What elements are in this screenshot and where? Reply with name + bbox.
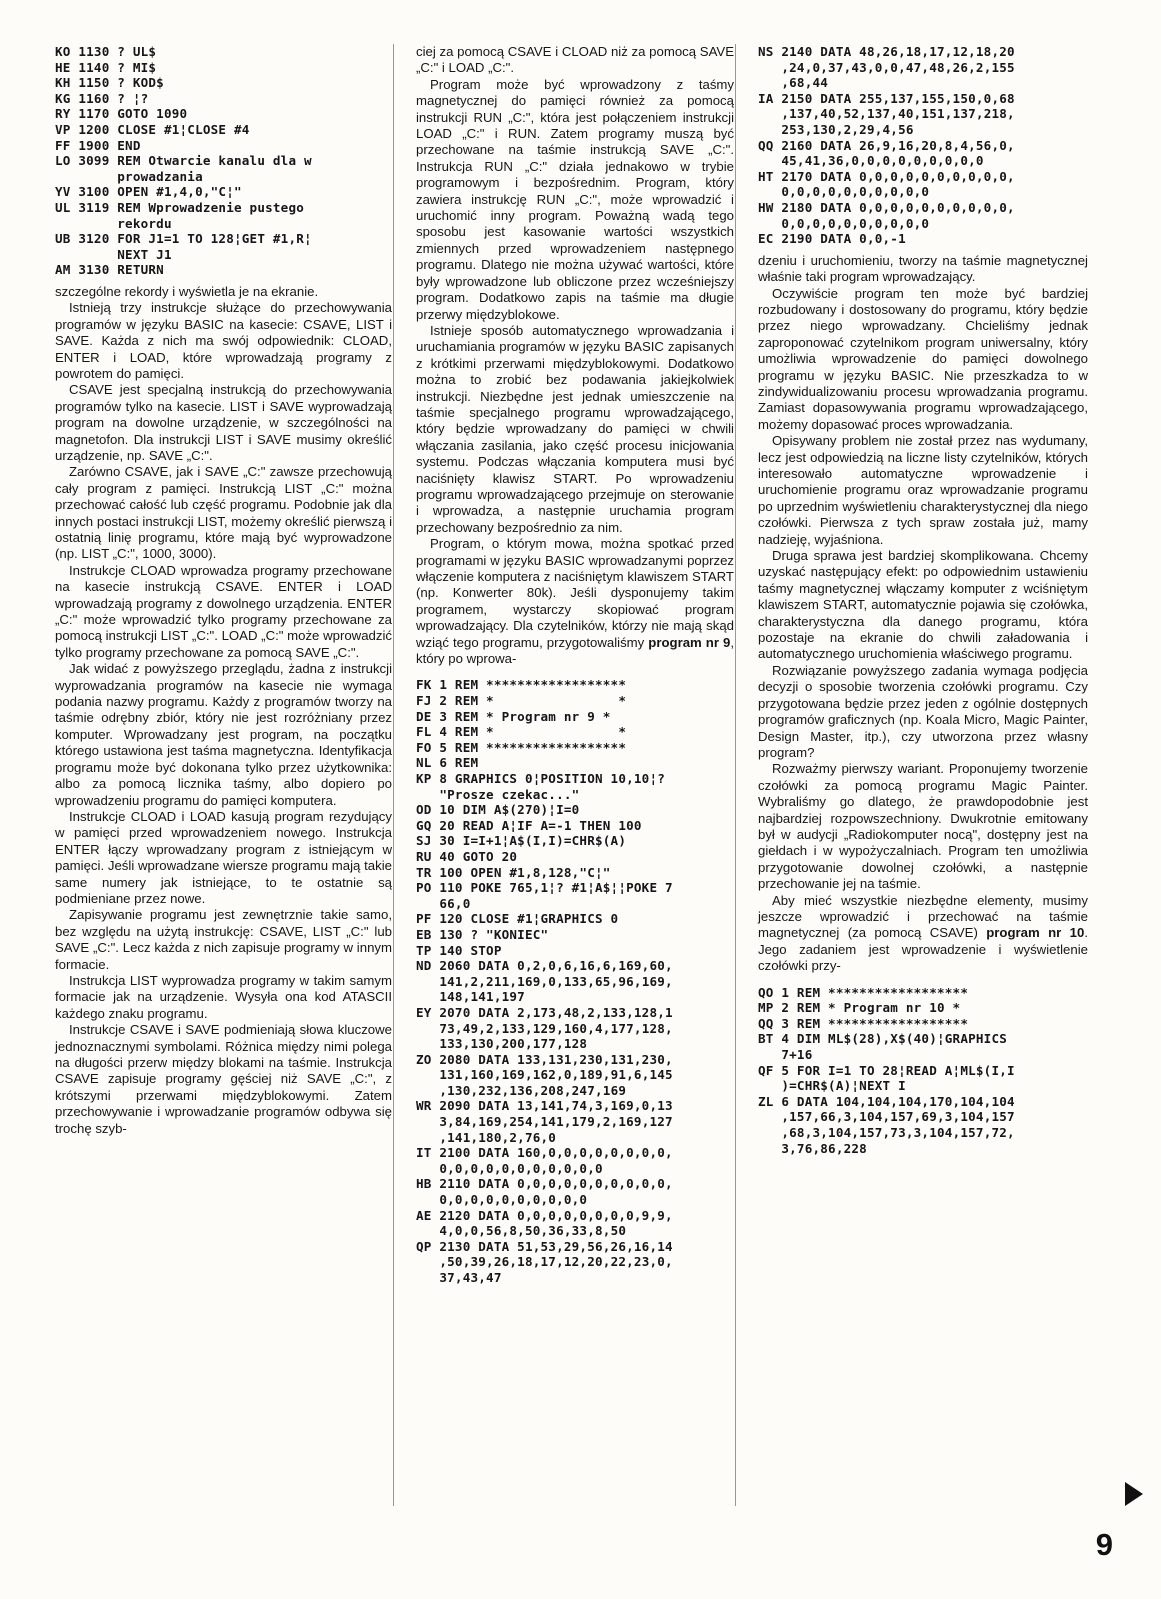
code-line: rekordu (55, 215, 172, 231)
paragraph: Oczywiście program ten może być bardziej rozbudowany i dostosowany do programu, który będzie przez niego wprowadzany. Chcieliśmy jednak zaproponować czytelnikom program uniwersalny, który umożliwia wprowadzenie do pamięci dowolnego programu w języku BASIC. Nie przeszkadza to w zindywidualizowaniu procesu wprowadzania programu. Zamiast dopasowywania programu wprowadzającego, możemy dopasować proces wprowadzania. (758, 285, 1088, 432)
code-line: FK 1 REM ****************** (416, 677, 627, 693)
code-line: NS 2140 DATA 48,26,18,17,12,18,20 (758, 44, 1015, 59)
code-line: BT 4 DIM ML$(28),X$(40)¦GRAPHICS (758, 1031, 1008, 1047)
code-line: KH 1150 ? KOD$ (55, 75, 164, 91)
code-line: HW 2180 DATA 0,0,0,0,0,0,0,0,0,0, (758, 199, 1015, 215)
code-line: ,137,40,52,137,40,151,137,218, (758, 106, 1015, 122)
code-line: ND 2060 DATA 0,2,0,6,16,6,169,60, (416, 958, 673, 974)
code-line: ,157,66,3,104,157,69,3,104,157 (758, 1109, 1015, 1125)
paragraph: Rozważmy pierwszy wariant. Proponujemy tworzenie czołówki za pomocą programu Magic Painter. Wybraliśmy go dlatego, że prawdopodobnie jest najbardziej rozpowszechniony. Dwukrotnie emitowany był w audycji „Radiokomputer nocą", dostępny jest na giełdach i w wypożyczalniach. Program ten umożliwia przygotowanie dowolnej czołówki, a następnie przechowanie jej na taśmie. (758, 761, 1088, 892)
code-line: TR 100 OPEN #1,8,128,"C¦" (416, 864, 611, 880)
code-line: 37,43,47 (416, 1270, 502, 1285)
code-line: FF 1900 END (55, 137, 141, 153)
paragraph: ciej za pomocą CSAVE i CLOAD niż za pomocą SAVE „C:" i LOAD „C:". (416, 44, 734, 76)
code-line: SJ 30 I=I+1¦A$(I,I)=CHR$(A) (416, 833, 627, 849)
code-line: QQ 2160 DATA 26,9,16,20,8,4,56,0, (758, 137, 1015, 153)
code-line: 45,41,36,0,0,0,0,0,0,0,0,0 (758, 153, 984, 169)
paragraph: Instrukcje CLOAD i LOAD kasują program rezydujący w pamięci przed wprowadzeniem nowego. Instrukcja ENTER łączy wprowadzany program z istniejącym w pamięci. Jeśli wprowadzane wiersze programu mają takie same numery jak istniejące, to te ostatnie są podmieniane przez nowe. (55, 808, 392, 906)
paragraph: Instrukcja LIST wyprowadza programy w takim samym formacie jak na urządzenie. Wysyła ona kod ATASCII każdego znaku programu. (55, 972, 392, 1021)
code-line: ,24,0,37,43,0,0,47,48,26,2,155 (758, 59, 1015, 75)
paragraph: Istnieją trzy instrukcje służące do przechowywania programów w języku BASIC na kasecie: CSAVE, LIST i SAVE. Każda z nich ma swój odpowiednik: CLOAD, ENTER i LOAD, które wprowadzają programy z powrotem do pamięci. (55, 300, 392, 381)
code-line: 7+16 (758, 1046, 813, 1062)
code-line: VP 1200 CLOSE #1¦CLOSE #4 (55, 121, 250, 137)
page-columns (55, 44, 1115, 1524)
paragraph: CSAVE jest specjalną instrukcją do przechowywania programów tylko na kasecie. LIST i SAVE wyprowadzają program na dowolne urządzenie, w szczególności na magnetofon. Dla instrukcji LIST i SAVE musimy określić urządzenie, np. SAVE „C:". (55, 382, 392, 463)
paragraph: Program może być wprowadzony z taśmy magnetycznej do pamięci również za pomocą instrukcji RUN „C:", która jest połączeniem instrukcji LOAD „C:" i RUN. Zatem programy muszą być przechowane na taśmie instrukcją SAVE „C:". Instrukcja RUN „C:" działa jednakowo w trybie programowym i bezpośrednim. Program, który zawiera instrukcję RUN „C:", może wprowadzić i uruchomić inny program. Poważną wadą tego sposobu jest kasowanie wartości wszystkich zmiennych przed wprowadzeniem następnego programu. Dlatego nie można używać wartości, które były wprowadzone lub obliczone przez wcześniejszy program. Dodatkowo zapis na taśmie ma długie przerwy międzyblokowe. (416, 76, 734, 322)
paragraph: Instrukcje CSAVE i SAVE podmieniają słowa kluczowe jednoznacznymi symbolami. Różnica między nimi polega na długości przerw między blokami na taśmie. Instrukcja CSAVE zapisuje programy gęściej niż SAVE „C:", z krótszymi przerwami międzyblokowymi. Zatem przechowywanie i wprowadzanie programów odbywa się trochę szyb- (55, 1022, 392, 1136)
code-line: PO 110 POKE 765,1¦? #1¦A$¦¦POKE 7 (416, 880, 673, 896)
paragraph: Zapisywanie programu jest zewnętrznie takie samo, bez względu na użytą instrukcję: CSAVE, LIST „C:" lub SAVE „C:". Lecz każda z nich zapisuje programy w innym formacie. (55, 907, 392, 972)
code-line: 133,130,200,177,128 (416, 1036, 588, 1052)
code-line: prowadzania (55, 168, 203, 184)
code-line: 141,2,211,169,0,133,65,96,169, (416, 973, 673, 989)
code-listing-right-top (758, 44, 1088, 247)
code-line: EC 2190 DATA 0,0,-1 (758, 231, 906, 247)
paragraph: Istnieje sposób automatycznego wprowadzania i uruchamiania programów w języku BASIC zapisanych z krótkimi przerwami międzyblokowymi. Dodatkowo można to zrobić bez podawania jakiejkolwiek instrukcji. Niezbędne jest jednak umieszczenie na taśmie specjalnego programu wprowadzającego, który będzie wprowadzany do pamięci w chwili włączania zasilania, jako część procesu inicjowania systemu. Podczas włączania komputera musi być naciśnięty klawisz START. Po wprowadzeniu programu wprowadzającego przejmuje on sterowanie i wprowadza, a następnie uruchamia program przechowany bezpośrednio za nim. (416, 322, 734, 535)
code-line: QO 1 REM ****************** (758, 984, 969, 1000)
paragraph-text: Program, o którym mowa, można spotkać przed programami w języku BASIC wprowadzanymi poprzez włączenie komputera z naciśniętym klawiszem START (np. Konwerter 80k). Jeśli dysponujemy takim programem, wystarczy skopiować program wprowadzający. Dla czytelników, którzy nie mają skąd wziąć tego programu, przygotowaliśmy program nr 9, który po wprowa- (416, 536, 734, 667)
code-line: 131,160,169,162,0,189,91,6,145 (416, 1067, 673, 1083)
page-number: 9 (1095, 1527, 1113, 1562)
code-line: AE 2120 DATA 0,0,0,0,0,0,0,0,9,9, (416, 1207, 673, 1223)
code-line: 4,0,0,56,8,50,36,33,8,50 (416, 1223, 627, 1239)
code-listing-left-top (55, 44, 392, 278)
paragraph: Jak widać z powyższego przeglądu, żadna z instrukcji wyprowadzania programów na kasecie nie wymaga podania nazwy programu. Każdy z programów tworzy na taśmie odrębny zbiór, który nie jest rozróżniany przez komputer. Wprowadzany jest program, na początku którego ustawiona jest taśma magnetyczna. Identyfikacja programu może być dokonana tylko przez użytkownika: albo za pomocą licznika taśmy, albo dopiero po wprowadzeniu programu do pamięci komputera. (55, 661, 392, 808)
code-line: IT 2100 DATA 160,0,0,0,0,0,0,0,0, (416, 1145, 673, 1161)
paragraph: Rozwiązanie powyższego zadania wymaga podjęcia decyzji o sposobie tworzenia czołówki programu. Czy przygotowana będzie przez jeden z ogólnie dostępnych programów graficznych (np. Koala Micro, Magic Painter, Design Master, itp.), czy utworzona przez własny program? (758, 662, 1088, 760)
paragraph (758, 893, 1088, 975)
paragraph: szczególne rekordy i wyświetla je na ekranie. (55, 283, 319, 299)
code-line: "Prosze czekac..." (416, 786, 580, 802)
code-line: 73,49,2,133,129,160,4,177,128, (416, 1020, 673, 1036)
code-line: GQ 20 READ A¦IF A=-1 THEN 100 (416, 817, 642, 833)
column-middle (416, 44, 734, 1524)
paragraph: Druga sprawa jest bardziej skomplikowana. Chcemy uzyskać następujący efekt: po odpowiednim ustawieniu taśmy magnetycznej włączamy komputer z wciśniętym klawiszem START, automatycznie pojawia się czołówka, charakterystyczna dla danego programu, która pozostaje na ekranie do chwili załadowania i automatycznego uruchomienia właściwego programu. (758, 548, 1088, 662)
paragraph: Zarówno CSAVE, jak i SAVE „C:" zawsze przechowują cały program z pamięci. Instrukcją LIST „C:" można przechować całość lub część programu. Podobnie jak dla innych postaci instrukcji LIST, możemy określić pierwszą i ostatnią linię programu, które mają być wyprowadzone (np. LIST „C:", 1000, 3000). (55, 464, 392, 562)
code-line: 0,0,0,0,0,0,0,0,0,0,0 (416, 1160, 603, 1176)
code-line: ,68,3,104,157,73,3,104,157,72, (758, 1124, 1015, 1140)
code-line: FO 5 REM ****************** (416, 739, 627, 755)
code-line: ZO 2080 DATA 133,131,230,131,230, (416, 1051, 673, 1067)
code-line: QP 2130 DATA 51,53,29,56,26,16,14 (416, 1238, 673, 1254)
code-line: RU 40 GOTO 20 (416, 848, 518, 864)
code-line: IA 2150 DATA 255,137,155,150,0,68 (758, 90, 1015, 106)
code-line: AM 3130 RETURN (55, 262, 164, 278)
code-line: 148,141,197 (416, 989, 525, 1005)
code-line: UL 3119 REM Wprowadzenie pustego (55, 199, 305, 215)
code-line: HB 2110 DATA 0,0,0,0,0,0,0,0,0,0, (416, 1176, 673, 1192)
code-line: EB 130 ? "KONIEC" (416, 926, 549, 942)
paragraph (416, 536, 734, 667)
code-line: OD 10 DIM A$(270)¦I=0 (416, 802, 580, 818)
column-right (758, 44, 1088, 1524)
code-line: EY 2070 DATA 2,173,48,2,133,128,1 (416, 1004, 673, 1020)
code-line: )=CHR$(A)¦NEXT I (758, 1078, 906, 1094)
code-line: FL 4 REM * * (416, 724, 627, 740)
code-line: FJ 2 REM * * (416, 693, 627, 709)
code-line: ZL 6 DATA 104,104,104,170,104,104 (758, 1093, 1015, 1109)
code-line: KG 1160 ? ¦? (55, 90, 149, 106)
code-line: ,50,39,26,18,17,12,20,22,23,0, (416, 1254, 673, 1270)
code-line: QQ 3 REM ****************** (758, 1015, 969, 1031)
code-line: YV 3100 OPEN #1,4,0,"C¦" (55, 184, 242, 200)
code-line: ,141,180,2,76,0 (416, 1129, 557, 1145)
code-line: KO 1130 ? UL$ (55, 44, 157, 59)
code-line: 0,0,0,0,0,0,0,0,0,0 (758, 215, 930, 231)
code-line: 253,130,2,29,4,56 (758, 121, 914, 137)
code-line: MP 2 REM * Program nr 10 * (758, 1000, 961, 1016)
code-line: 66,0 (416, 895, 471, 911)
code-line: WR 2090 DATA 13,141,74,3,169,0,13 (416, 1098, 673, 1114)
code-line: HE 1140 ? MI$ (55, 59, 157, 75)
code-line: 3,76,86,228 (758, 1140, 867, 1156)
column-left (55, 44, 392, 1524)
code-line: UB 3120 FOR J1=1 TO 128¦GET #1,R¦ (55, 231, 312, 247)
code-line: ,68,44 (758, 75, 829, 91)
code-line: 0,0,0,0,0,0,0,0,0,0 (758, 184, 930, 200)
code-line: NL 6 REM (416, 755, 479, 771)
code-listing-program-9 (416, 677, 734, 1285)
paragraph: Instrukcje CLOAD wprowadza programy przechowane na kasecie instrukcją CSAVE. ENTER i LOAD wprowadzają programy z dowolnego urządzenia. ENTER „C:" może wprowadzić tylko programy przechowane za pomocą instrukcji LIST „C:". LOAD „C:" może wprowadzić tylko programy przechowane za pomocą SAVE „C:". (55, 562, 392, 660)
code-line: TP 140 STOP (416, 942, 502, 958)
code-line: HT 2170 DATA 0,0,0,0,0,0,0,0,0,0, (758, 168, 1015, 184)
code-line: 3,84,169,254,141,179,2,169,127 (416, 1114, 673, 1130)
code-line: LO 3099 REM Otwarcie kanalu dla w (55, 153, 312, 169)
code-line: QF 5 FOR I=1 TO 28¦READ A¦ML$(I,I (758, 1062, 1015, 1078)
code-line: NEXT J1 (55, 246, 172, 262)
code-line: DE 3 REM * Program nr 9 * (416, 708, 611, 724)
paragraph: dzeniu i uruchomieniu, tworzy na taśmie magnetycznej właśnie taki program wprowadzający. (758, 252, 1088, 285)
paragraph-text: Aby mieć wszystkie niezbędne elementy, musimy jeszcze wprowadzić i przechować na taśmie magnetycznej (za pomocą CSAVE) program nr 10. Jego zadaniem jest wprowadzenie i wyświetlenie czołówki przy- (758, 892, 1088, 974)
code-line: RY 1170 GOTO 1090 (55, 106, 188, 122)
code-listing-program-10 (758, 985, 1088, 1157)
code-line: 0,0,0,0,0,0,0,0,0,0 (416, 1192, 588, 1208)
code-line: KP 8 GRAPHICS 0¦POSITION 10,10¦? (416, 771, 666, 786)
code-line: ,130,232,136,208,247,169 (416, 1082, 627, 1098)
code-line: PF 120 CLOSE #1¦GRAPHICS 0 (416, 911, 619, 927)
paragraph: Opisywany problem nie został przez nas wydumany, lecz jest odpowiedzią na liczne listy czytelników, których interesowało automatyczne wprowadzenie i uruchomienie programu oraz wprowadzanie programu po uprzednim wyświetleniu charakterystycznej dla niego czołówki. Pierwsza z tych spraw została już, mamy nadzieję, wyjaśniona. (758, 433, 1088, 547)
